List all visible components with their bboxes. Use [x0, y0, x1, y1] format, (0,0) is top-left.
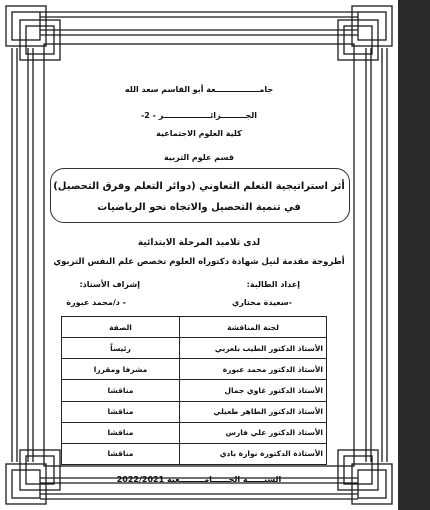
thesis-statement: أطروحة مقدمة لنيل شهادة دكتوراه العلوم تخصص علم النفس التربوي [53, 257, 345, 267]
supervisor-label: إشراف الأستاذ: [79, 280, 140, 289]
table-row [62, 422, 327, 443]
committee-name-header: لجنة المناقشة [180, 317, 327, 338]
table-row [62, 338, 327, 359]
committee-header-row [62, 317, 327, 338]
viewer-dark-margin [398, 0, 430, 510]
thesis-title-line-3: لدى تلاميذ المرحلة الابتدائية [137, 238, 261, 248]
member-name: الأستاذ الدكتور الطاهر طعيلي [180, 401, 327, 422]
prepared-by-label: إعداد الطالبة: [246, 280, 300, 289]
supervisor-name: - د/محمد عبورة [66, 298, 126, 307]
member-role: مناقشا [62, 401, 180, 422]
member-name: الأستاذ الدكتور محمد عبورة [180, 359, 327, 380]
thesis-title-line-2: في تنمية التحصيل والاتجاه نحو الرياضيات [97, 202, 301, 213]
table-row [62, 401, 327, 422]
table-row [62, 443, 327, 464]
member-role: رئيساً [62, 338, 180, 359]
member-name: الأستاذ الدكتور علي فارس [180, 422, 327, 443]
member-name: الأستاذ الدكتور الطيب بلعربي [180, 338, 327, 359]
country-name: الجـــــــــزائـــــــــــــــــر - 2- [140, 111, 258, 120]
faculty-name: كلية العلوم الاجتماعية [156, 129, 242, 138]
member-role: مشرفا ومقررا [62, 359, 180, 380]
student-name: -سعيدة مختاري [231, 298, 292, 307]
university-name: جامــــــــــــــــعة أبو القاسم سعد الله [124, 85, 274, 94]
thesis-title-line-1: أثر استراتيجية التعلم التعاوني (دوائر التعلم وفرق التحصيل) [53, 181, 345, 192]
table-row [62, 380, 327, 401]
title-frame [50, 168, 350, 223]
member-name: الأستاذ الدكتور غاوي جمال [180, 380, 327, 401]
department-name: قسم علوم التربية [164, 153, 234, 162]
member-role: مناقشا [62, 422, 180, 443]
member-role: مناقشا [62, 443, 180, 464]
committee-table [61, 316, 327, 465]
committee-role-header: الصفة [62, 317, 180, 338]
member-role: مناقشا [62, 380, 180, 401]
academic-year: السنــــــة الجــــــامـــــــــعية 2022/2021 [116, 475, 282, 484]
table-row [62, 359, 327, 380]
member-name: الأستاذة الدكتورة نوارة بادي [180, 443, 327, 464]
